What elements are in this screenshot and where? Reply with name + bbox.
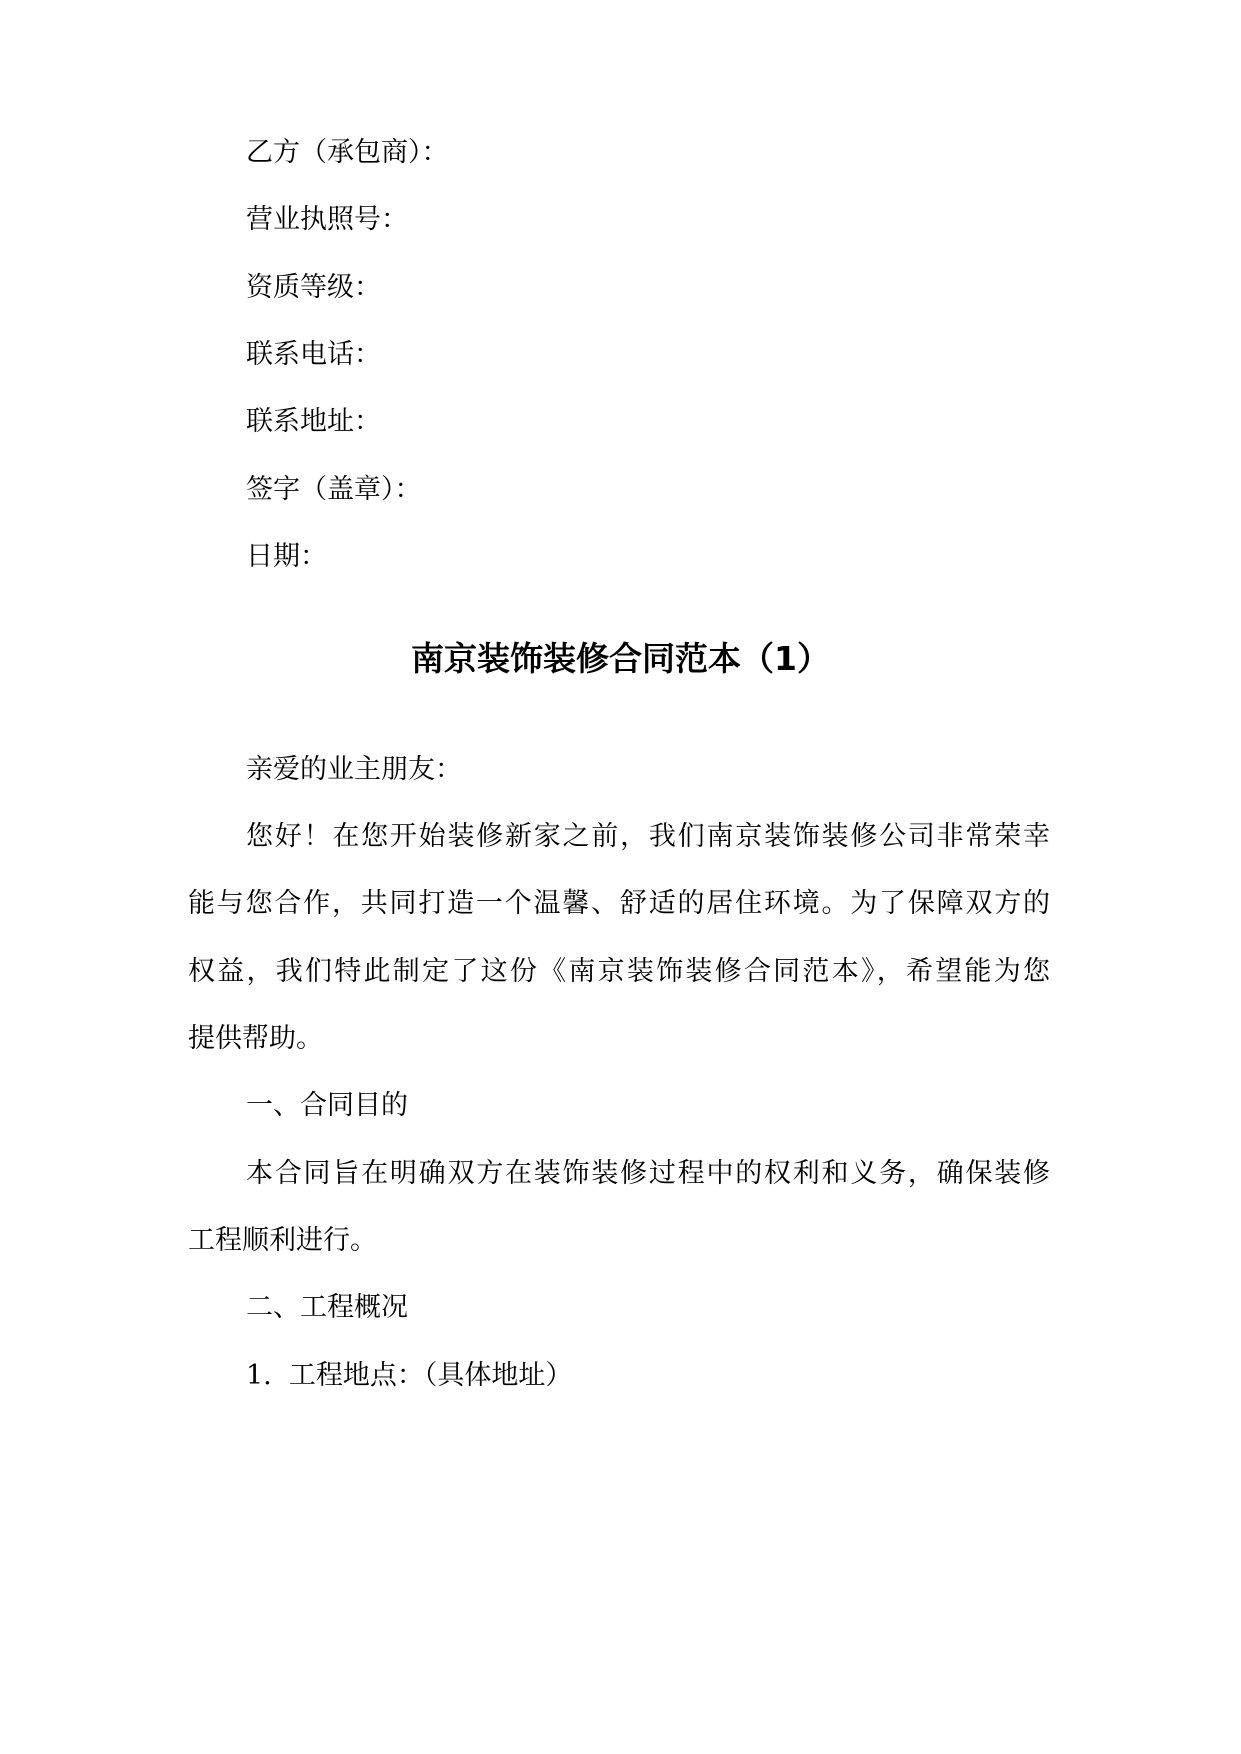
section-1-paragraph-line-2: 工程顺利进行。 xyxy=(188,1225,377,1256)
section-1-heading: 一、合同目的 xyxy=(246,1090,408,1121)
intro-paragraph-line-4: 提供帮助。 xyxy=(188,1023,323,1054)
section-2-item-1: 1. 工程地点：（具体地址） xyxy=(246,1360,573,1391)
business-license-label: 营业执照号： xyxy=(246,204,408,235)
qualification-level-label: 资质等级： xyxy=(246,272,381,303)
contact-phone-label: 联系电话： xyxy=(246,339,381,370)
intro-paragraph-line-3: 权益，我们特此制定了这份《南京装饰装修合同范本》，希望能为您 xyxy=(188,956,1050,987)
party-b-contractor-label: 乙方（承包商）： xyxy=(246,137,449,168)
salutation: 亲爱的业主朋友： xyxy=(246,754,462,785)
date-label: 日期： xyxy=(246,541,327,572)
section-1-paragraph-line-1: 本合同旨在明确双方在装饰装修过程中的权利和义务，确保装修 xyxy=(246,1158,1050,1189)
intro-paragraph-line-2: 能与您合作，共同打造一个温馨、舒适的居住环境。为了保障双方的 xyxy=(188,888,1050,919)
signature-seal-label: 签字（盖章）： xyxy=(246,474,422,505)
intro-paragraph-line-1: 您好！在您开始装修新家之前，我们南京装饰装修公司非常荣幸 xyxy=(246,821,1050,852)
document-title: 南京装饰装修合同范本（1） xyxy=(411,639,830,678)
contact-address-label: 联系地址： xyxy=(246,406,381,437)
section-2-heading: 二、工程概况 xyxy=(246,1292,408,1323)
